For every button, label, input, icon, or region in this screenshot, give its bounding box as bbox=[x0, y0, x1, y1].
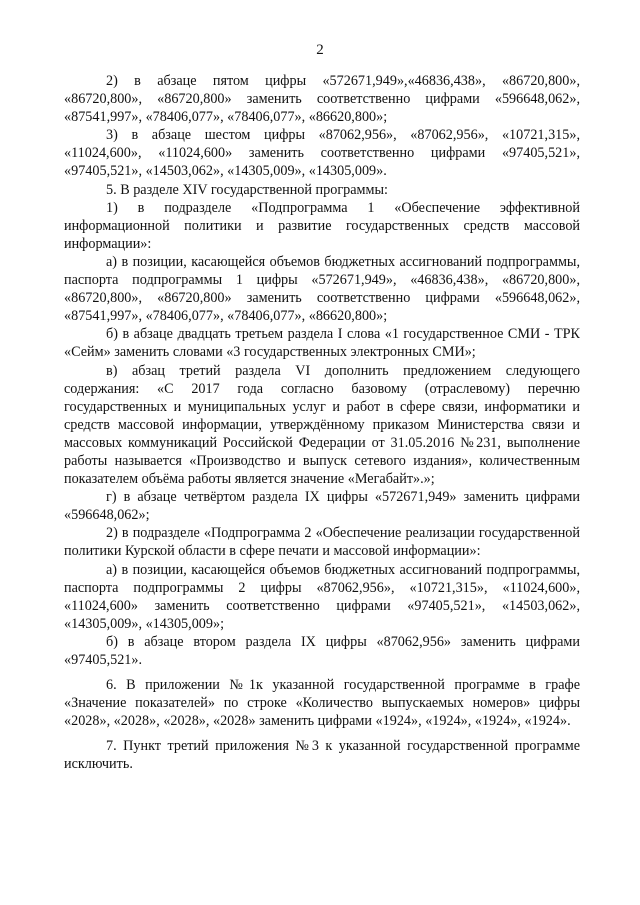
subitem-a-2: а) в позиции, касающейся объемов бюджетных ассигнований подпрограммы, паспорта подпрограммы 2 цифры «87062,956», «10721,315», «11024,600», «11024,600» заменить соответственно цифрами «97405,521», «14503,062», «14305,009», «14305,009»; bbox=[64, 561, 580, 632]
section-6-paragraph: 6. В приложении №1к указанной государственной программе в графе «Значение показателей» по строке «Количество выпускаемых номеров» цифры «2028», «2028», «2028», «2028» заменить цифрами «1924», «1924», «1924», «1924». bbox=[64, 677, 580, 730]
subitem-v: в) абзац третий раздела VI дополнить предложением следующего содержания: «С 2017 года согласно базовому (отраслевому) перечню государственных и муниципальных услуг и работ в сфере связи, информатики и средств массовой информации, утверждённому приказом Министерства связи и массовых коммуникаций Российской Федерации от 31.05.2016 №231, выполнение работы называется «Производство и выпуск сетевого издания», количественным показателем объёма работы является значение «Мегабайт».»; bbox=[64, 362, 580, 488]
section-7-paragraph: 7. Пункт третий приложения №3 к указанной государственной программе исключить. bbox=[64, 738, 580, 773]
subsection-1-heading: 1) в подразделе «Подпрограмма 1 «Обеспечение эффективной информационной политики и развитие государственных средств массовой информации»: bbox=[64, 199, 580, 252]
subitem-b: б) в абзаце двадцать третьем раздела I слова «1 государственное СМИ - ТРК «Сейм» заменить словами «3 государственных электронных СМИ»; bbox=[64, 326, 580, 361]
paragraph-item-3: 3) в абзаце шестом цифры «87062,956», «87062,956», «10721,315», «11024,600», «11024,600» заменить соответственно цифрами «97405,521», «97405,521», «14503,062», «14305,009», «14305,009». bbox=[64, 127, 580, 180]
subitem-a: а) в позиции, касающейся объемов бюджетных ассигнований подпрограммы, паспорта подпрограммы 1 цифры «572671,949», «46836,438», «86720,800», «86720,800», «86720,800» заменить соответственно цифрами «596648,062», «87541,997», «78406,077», «78406,077», «86620,800»; bbox=[64, 253, 580, 325]
subsection-2-heading: 2) в подразделе «Подпрограмма 2 «Обеспечение реализации государственной политики Курской области в сфере печати и массовой информации»: bbox=[64, 525, 580, 560]
paragraph-item-2: 2) в абзаце пятом цифры «572671,949»,«46836,438», «86720,800», «86720,800», «86720,800» заменить соответственно цифрами «596648,062», «87541,997», «78406,077», «78406,077», «86620,800»; bbox=[64, 73, 580, 126]
subitem-b-2: б) в абзаце втором раздела IX цифры «87062,956» заменить цифрами «97405,521». bbox=[64, 633, 580, 668]
subitem-g: г) в абзаце четвёртом раздела IX цифры «572671,949» заменить цифрами «596648,062»; bbox=[64, 489, 580, 524]
document-body bbox=[64, 72, 580, 774]
section-5-heading: 5. В разделе XIV государственной программы: bbox=[106, 181, 388, 198]
page-number: 2 bbox=[316, 42, 324, 58]
